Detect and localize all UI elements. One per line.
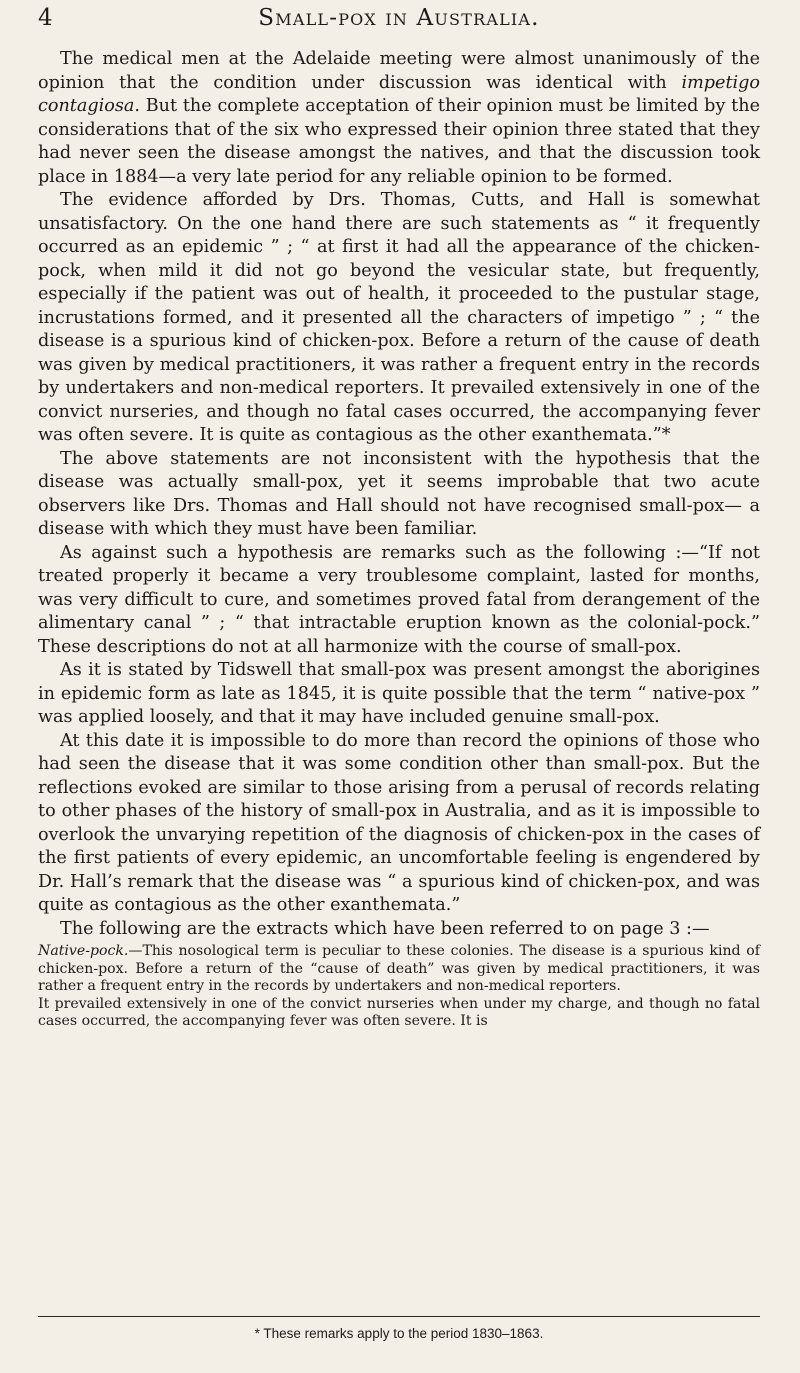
running-head	[38, 0, 760, 48]
paragraph: The above statements are not inconsistent with the hypothesis that the disease was actually small-pox, yet it seems improbable that two acute observers like Drs. Thomas and Hall should not have recognised small-pox— a disease with which they must have been familiar.	[38, 448, 760, 539]
page-number: 4	[38, 5, 53, 31]
italic-term: impetigo contagiosa	[38, 72, 760, 116]
paragraph: At this date it is impossible to do more than record the opinions of those who had seen the disease that it was some condition other than small-pox. But the reflections evoked are similar to those arising from a perusal of records relating to other phases of the history of small-pox in Australia, and as it is impossible to overlook the unvarying repetition of the diagnosis of chicken-pox in the cases of the first patients of every epidemic, an uncomfortable feeling is engendered by Dr. Hall’s remark that the disease was “ a spurious kind of chicken-pox, and was quite as contagious as the other exanthemata.”	[38, 730, 760, 915]
footnote: * These remarks apply to the period 1830–1863.	[254, 1326, 544, 1341]
paragraph: The following are the extracts which have been referred to on page 3 :—	[60, 918, 710, 939]
running-title: Small-pox in Australia.	[258, 5, 540, 31]
paragraph: As against such a hypothesis are remarks such as the following :—“If not treated properly it became a very troublesome complaint, lasted for months, was very difficult to cure, and sometimes proved fatal from derangement of the alimentary canal ” ; “ that intractable eruption known as the colonial-pock.” These descriptions do not at all harmonize with the course of small-pox.	[38, 542, 760, 657]
extracts-block	[38, 943, 760, 1031]
paragraph: As it is stated by Tidswell that small-pox was present amongst the aborigines in epidemic form as late as 1845, it is quite possible that the term “ native-pox ” was applied loosely, and that it may have included genuine small-pox.	[38, 660, 760, 727]
body-text	[38, 48, 760, 941]
extract-lead: Native-pock.	[38, 943, 129, 959]
paragraph: The medical men at the Adelaide meeting were almost unanimously of the opinion that the condition under discussion was identical with impetigo contagiosa. But the complete acceptation of their opinion must be limited by the considerations that of the six who expressed their opinion three stated that they had never seen the disease amongst the natives, and that the discussion took place in 1884—a very late period for any reliable opinion to be formed.	[38, 49, 760, 187]
extract-paragraph: Native-pock.—This nosological term is peculiar to these colonies. The disease is a spurious kind of chicken-pox. Before a return of the “cause of death” was given by medical practitioners, it was rather a frequent entry in the records by undertakers and non-medical reporters.	[38, 943, 760, 994]
paragraph: The evidence afforded by Drs. Thomas, Cutts, and Hall is somewhat unsatisfactory. On the one hand there are such statements as “ it frequently occurred as an epidemic ” ; “ at first it had all the appearance of the chicken-pock, when mild it did not go beyond the vesicular state, but frequently, especially if the patient was out of health, it proceeded to the pustular stage, incrustations formed, and it presented all the characters of impetigo ” ; “ the disease is a spurious kind of chicken-pox. Before a return of the cause of death was given by medical practitioners, it was rather a frequent entry in the records by undertakers and non-medical reporters. It prevailed extensively in one of the convict nurseries, and though no fatal cases occurred, the accompanying fever was often severe. It is quite as contagious as the other exanthemata.”*	[38, 190, 760, 445]
footnote-rule	[38, 1316, 760, 1317]
extract-paragraph: It prevailed extensively in one of the convict nurseries when under my charge, and though no fatal cases occurred, the accompanying fever was often severe. It is	[38, 995, 760, 1029]
